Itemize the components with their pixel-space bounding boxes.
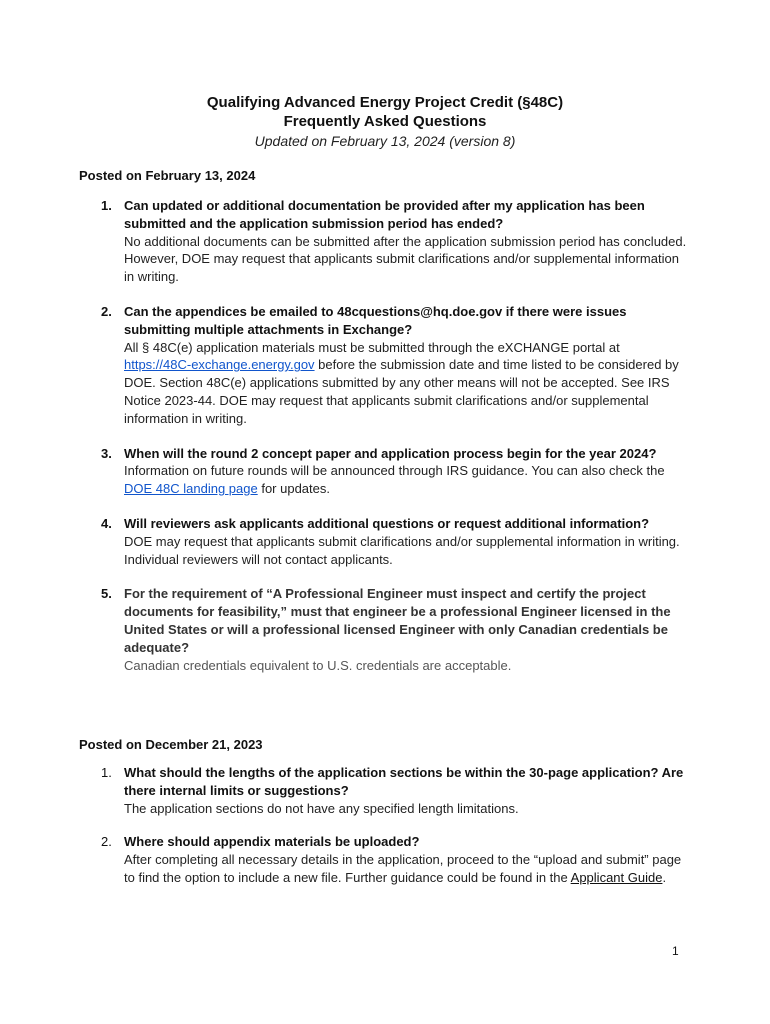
faq-number: 2. bbox=[101, 303, 112, 319]
faq-question: For the requirement of “A Professional Engineer must inspect and certify the project documents for feasibility,” must that engineer be a professional Engineer licensed in the United States or will a professional licensed Engineer with only Canadian credentials be adequate? bbox=[124, 586, 671, 655]
faq-number: 4. bbox=[101, 515, 112, 531]
section-heading-feb-2024: Posted on February 13, 2024 bbox=[79, 168, 256, 183]
faq-number: 3. bbox=[101, 445, 112, 461]
faq-item bbox=[79, 585, 689, 674]
faq-answer: DOE may request that applicants submit clarifications and/or supplemental information in writing. Individual reviewers will not contact applicants. bbox=[124, 533, 680, 567]
faq-question: Can updated or additional documentation be provided after my application has been submitted and the application submission period has ended? bbox=[124, 198, 645, 231]
faq-answer: Canadian credentials equivalent to U.S. credentials are acceptable. bbox=[124, 657, 512, 673]
faq-question: When will the round 2 concept paper and application process begin for the year 2024? bbox=[124, 445, 657, 461]
faq-question: What should the lengths of the application sections be within the 30-page application? Are there internal limits or suggestions? bbox=[124, 765, 684, 798]
updated-date: Updated on February 13, 2024 (version 8) bbox=[254, 133, 516, 149]
faq-item bbox=[79, 197, 689, 286]
faq-number: 1. bbox=[101, 765, 112, 780]
faq-number: 5. bbox=[101, 586, 112, 602]
faq-item bbox=[79, 303, 689, 428]
faq-answer-text: After completing all necessary details in the application, proceed to the “upload and submit” page to find the option to include a new file. Further guidance could be found in the bbox=[124, 852, 682, 885]
page-number: 1 bbox=[672, 944, 679, 958]
faq-item bbox=[79, 764, 689, 817]
document-subtitle: Frequently Asked Questions bbox=[283, 113, 487, 130]
applicant-guide-link[interactable]: Applicant Guide bbox=[570, 869, 663, 885]
faq-item bbox=[79, 515, 689, 568]
document-title: Qualifying Advanced Energy Project Credit (§48C) bbox=[206, 94, 564, 111]
title-block bbox=[0, 93, 770, 151]
doe-48c-landing-page-link[interactable]: DOE 48C landing page bbox=[124, 481, 258, 497]
faq-question: Will reviewers ask applicants additional questions or request additional information? bbox=[124, 515, 650, 531]
faq-answer-text: All § 48C(e) application materials must be submitted through the eXCHANGE portal at bbox=[124, 339, 620, 355]
faq-number: 2. bbox=[101, 834, 112, 850]
faq-answer-text: before the submission date and time listed to be considered by DOE. Section 48C(e) applications submitted by any other means will not be accepted. See IRS Notice 2023-44. DOE may request that applicants submit clarifications and/or supplemental information in writing. bbox=[124, 357, 679, 426]
faq-item bbox=[79, 445, 689, 498]
faq-item bbox=[79, 833, 689, 886]
faq-answer: The application sections do not have any specified length limitations. bbox=[124, 800, 519, 816]
faq-answer-text: . bbox=[662, 869, 667, 885]
exchange-portal-link[interactable]: https://48C-exchange.energy.gov bbox=[124, 357, 315, 373]
faq-answer-text: for updates. bbox=[261, 481, 330, 497]
faq-list-dec-2023 bbox=[79, 764, 689, 887]
faq-answer-text: Information on future rounds will be announced through IRS guidance. You can also check the bbox=[124, 463, 665, 479]
faq-question: Where should appendix materials be uploaded? bbox=[124, 834, 420, 850]
faq-number: 1. bbox=[101, 198, 112, 213]
faq-list-feb-2024 bbox=[79, 197, 689, 674]
section-heading-dec-2023: Posted on December 21, 2023 bbox=[79, 737, 263, 752]
faq-question: Can the appendices be emailed to 48cquestions@hq.doe.gov if there were issues submitting multiple attachments in Exchange? bbox=[124, 303, 627, 337]
faq-answer: No additional documents can be submitted after the application submission period has concluded. However, DOE may request that applicants submit clarifications and/or supplemental information in writing. bbox=[124, 233, 687, 285]
